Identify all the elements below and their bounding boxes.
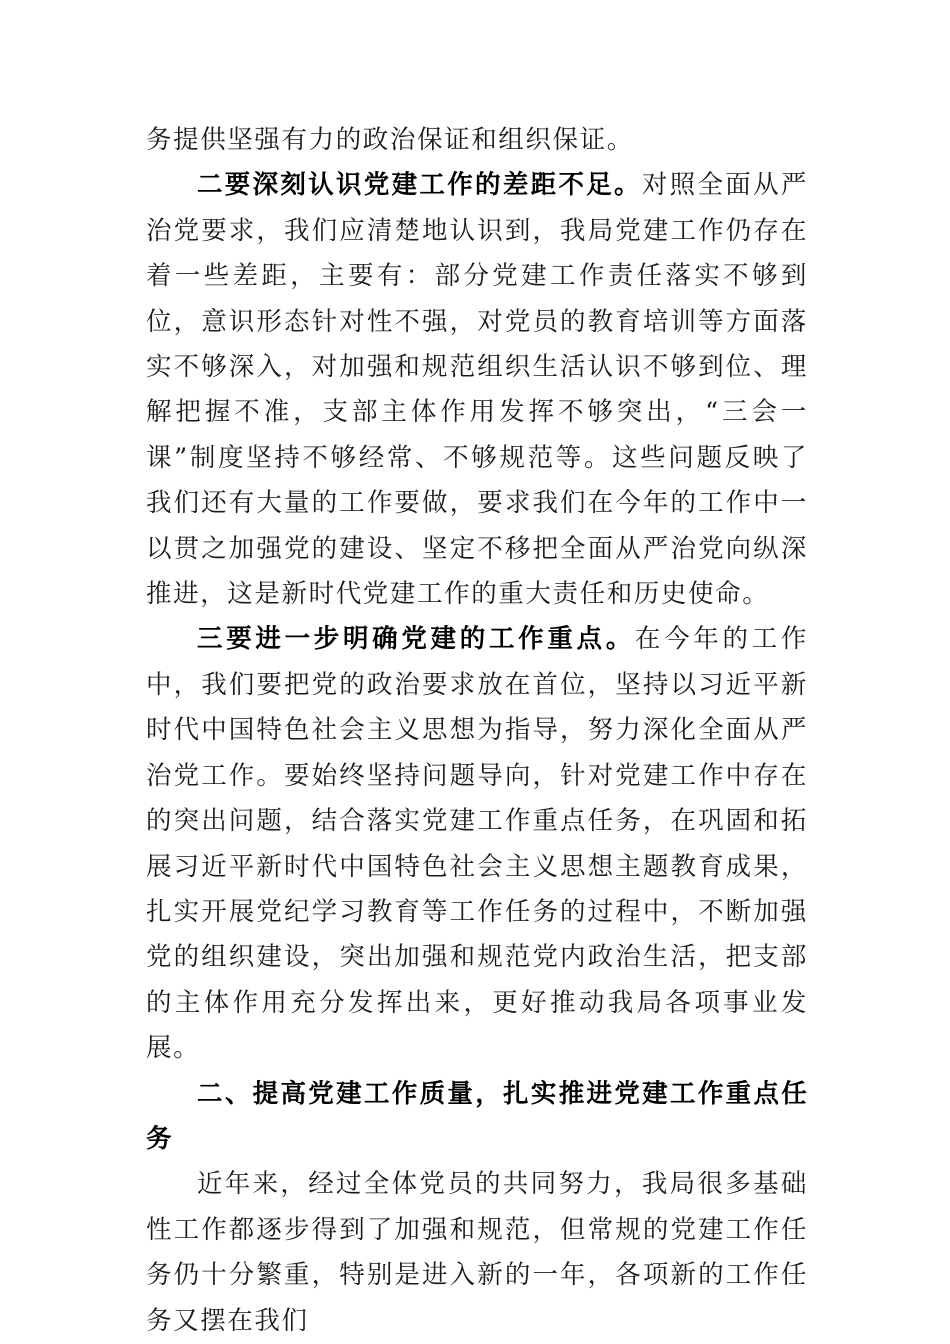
paragraph-continuation — [146, 118, 808, 163]
paragraph-text: 对照全面从严治党要求，我们应清楚地认识到，我局党建工作仍存在着一些差距，主要有：部分党建工作责任落实不够到位，意识形态针对性不强，对党员的教育培训等方面落实不够深入，对加强和规范组织生活认识不够到位、理解把握不准，支部主体作用发挥不够突出，“三会一课”制度坚持不够经常、不够规范等。这些问题反映了我们还有大量的工作要做，要求我们在今年的工作中一以贯之加强党的建设、坚定不移把全面从严治党向纵深推进，这是新时代党建工作的重大责任和历史使命。 — [146, 170, 808, 610]
section-heading: 二、提高党建工作质量，扎实推进党建工作重点任务 — [146, 1078, 808, 1154]
paragraph-closing — [146, 1162, 808, 1344]
paragraph-text: 务提供坚强有力的政治保证和组织保证。 — [146, 125, 634, 155]
paragraph-text: 近年来，经过全体党员的共同努力，我局很多基础性工作都逐步得到了加强和规范，但常规的党建工作任务仍十分繁重，特别是进入新的一年，各项新的工作任务又摆在我们 — [146, 1169, 808, 1336]
paragraph-text: 在今年的工作中，我们要把党的政治要求放在首位，坚持以习近平新时代中国特色社会主义思想为指导，努力深化全面从严治党工作。要始终坚持问题导向，针对党建工作中存在的突出问题，结合落实党建工作重点任务，在巩固和拓展习近平新时代中国特色社会主义思想主题教育成果，扎实开展党纪学习教育等工作任务的过程中，不断加强党的组织建设，突出加强和规范党内政治生活，把支部的主体作用充分发挥出来，更好推动我局各项事业发展。 — [146, 624, 808, 1064]
document-body — [146, 118, 808, 1344]
paragraph-lead-heading: 三要进一步明确党建的工作重点。 — [197, 624, 635, 655]
paragraph-point-three — [146, 617, 808, 1071]
paragraph-lead-heading: 二要深刻认识党建工作的差距不足。 — [197, 170, 642, 201]
paragraph-point-two — [146, 163, 808, 617]
